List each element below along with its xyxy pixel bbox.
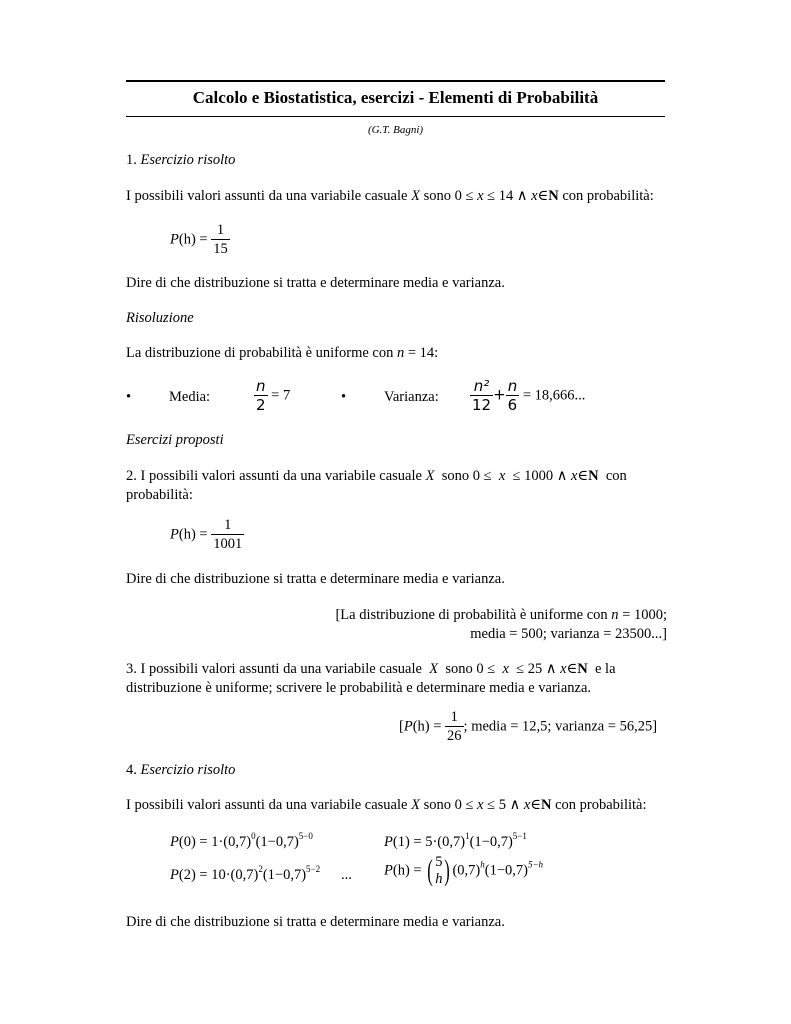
ex4-p1-p: P [384,834,393,850]
ex1-solution-pre: La distribuzione di probabilità è uniforme con [126,345,394,361]
ex4-p2-exp2: 5−2 [306,864,321,874]
ex3-in: ∈ [566,661,578,677]
ex4-post: con probabilità: [555,797,647,813]
ex1-var-den2: 6 [507,396,518,414]
ex4-mid: sono 0 ≤ [423,797,474,813]
ex1-var-num2: n [507,377,518,395]
ex4-ph-p: P [384,862,393,879]
ex1-number: 1. [126,152,137,168]
ex4-heading-text: Esercizio risolto [140,762,236,778]
ex4-set: N [541,797,552,813]
ex1-media-den: 2 [256,396,266,414]
ex4-ph-b: (0,7) [452,862,481,879]
ex2-fraction-num: 1 [224,517,232,533]
ex1-solution-n: n [397,345,405,361]
ex4-binom [435,854,442,888]
ex1-var-den1: 12 [472,396,492,414]
ex4-ellipsis: ... [341,867,352,883]
title-underline [126,116,665,117]
ex4-p1 [384,831,527,851]
ex1-fraction-num: 1 [216,222,225,238]
ex4-p2 [170,864,321,884]
ex3-x2: x [560,661,567,677]
ex4-p2-exp: 2 [258,864,263,874]
ex2-fraction [211,517,244,553]
ex4-p2-p: P [170,867,179,883]
page-title: Calcolo e Biostatistica, esercizi - Elementi di Probabilità [192,88,599,107]
ex2-answer-n: n [611,607,619,623]
ex1-var: X [411,188,420,204]
ex4-binom-top: 5 [435,854,443,870]
ex4-p0-b: (1−0,7) [255,834,299,850]
ex2-line2: probabilità: [126,487,193,503]
ex4-x2: x [523,797,531,813]
ex1-cond2: ∈ [537,188,549,204]
ex4-p2-a: (2) = 10·(0,7) [178,867,259,883]
ex3-fraction-num: 1 [450,709,458,725]
ex4-binom-open: ( [427,854,433,887]
ex3-statement [126,660,667,698]
ex1-x2: x [531,188,538,204]
ex2-answer-line2: media = 500; varianza = 23500...] [470,626,667,642]
ex4-in: ∈ [530,797,541,813]
ex3-var: X [429,661,439,677]
ex3-cond: ≤ 25 ∧ [516,661,557,677]
ex1-media-num: n [256,377,266,395]
ex1-var-eq: = 18,666... [522,387,586,404]
ex3-answer-pre: [ [399,718,404,735]
ex4-p0-a: (0) = 1·(0,7) [178,834,252,850]
ex3-x: x [502,661,509,677]
ex2-pre: 2. I possibili valori assunti da una variabile casuale [126,468,422,484]
ex1-statement-post: con probabilità: [562,188,654,204]
ex2-answer-pre: [La distribuzione di probabilità è uniforme con [335,607,608,623]
author: (G.T. Bagni) [367,124,424,136]
ex3-pre: 3. I possibili valori assunti da una variabile casuale [126,661,422,677]
ex4-binom-close: ) [444,854,451,887]
ex2-answer [126,606,667,644]
ex1-var-frac2 [506,378,520,414]
ex3-post: e la [594,661,616,677]
ex1-bullet-var: • [341,389,347,405]
ex4-var: X [411,797,420,813]
ex2-formula-lhs: P [170,526,179,543]
ex2-statement [126,467,667,505]
ex3-answer [399,709,657,745]
ex1-solution-post: = 14: [407,345,439,361]
ex3-fraction-den: 26 [447,728,462,744]
ex1-formula-arg: (h) = [178,231,208,248]
proposti-label: Esercizi proposti [126,432,224,448]
ex2-x2: x [570,468,578,484]
ex3-line2: distribuzione è uniforme; scrivere le probabilità e determinare media e varianza. [126,680,591,696]
ex4-p2-b: (1−0,7) [262,867,307,883]
ex1-x: x [477,188,484,204]
ex4-p1-a: (1) = 5·(0,7) [392,834,466,850]
ex3-fraction [445,709,464,745]
ex4-p0-exp: 0 [251,831,256,841]
ex2-set: N [588,468,599,484]
ex4-p0-p: P [170,834,179,850]
ex1-statement [126,188,654,205]
ex2-formula-arg: (h) = [178,526,208,543]
ex4-p1-b: (1−0,7) [469,834,513,850]
ex1-statement-pre: I possibili valori assunti da una variabile casuale [126,188,408,204]
ex2-post: con [605,468,627,484]
ex1-fraction [211,222,230,258]
ex4-statement [126,797,647,814]
ex1-var-label: Varianza: [384,389,439,405]
ex2-mid: sono 0 ≤ [441,468,492,484]
ex4-ph [384,854,543,888]
ex1-var-formula [470,378,585,414]
ex4-number: 4. [126,762,137,778]
ex1-media-formula [254,378,290,414]
ex4-p1-exp2: 5−1 [512,831,527,841]
ex4-ph-exp2: 5−h [527,859,544,870]
ex1-media-eq: = 7 [271,387,291,404]
ex1-bullet-media: • [126,389,132,405]
ex4-p0 [170,831,313,851]
ex1-media-frac [254,378,268,414]
ex4-pre: I possibili valori assunti da una variabile casuale [126,797,408,813]
ex4-x: x [477,797,484,813]
ex4-ph-c: (1−0,7) [484,862,528,879]
ex1-media-label: Media: [169,389,211,405]
top-rule [126,80,665,82]
ex1-formula-lhs: P [170,231,179,248]
ex4-p1-exp: 1 [465,831,470,841]
ex1-var-frac1 [470,378,493,414]
ex4-ph-exp: h [480,859,485,870]
ex4-p0-exp2: 5−0 [298,831,313,841]
ex4-heading [126,762,235,779]
ex1-var-plus: + [493,385,506,404]
ex1-question: Dire di che distribuzione si tratta e determinare media e varianza. [126,275,505,291]
ex2-x: x [498,468,506,484]
ex3-set: N [577,661,588,677]
ex4-cond: ≤ 5 ∧ [487,797,521,813]
ex1-set: N [548,188,559,204]
ex4-binom-bot: h [435,871,443,887]
ex3-answer-arg: (h) = [412,718,442,735]
ex1-fraction-den: 15 [213,241,228,257]
ex3-mid: sono 0 ≤ [445,661,496,677]
ex2-formula [170,517,244,553]
ex3-answer-post: ; media = 12,5; varianza = 56,25] [463,718,658,735]
ex3-answer-p: P [403,718,413,735]
ex1-statement-mid: sono 0 ≤ [423,188,474,204]
ex4-ph-a: (h) = [392,862,422,879]
ex1-cond1: ≤ 14 ∧ [487,188,528,204]
ex2-question: Dire di che distribuzione si tratta e determinare media e varianza. [126,571,505,587]
ex2-in: ∈ [577,468,589,484]
ex1-var-num1: n² [473,377,490,395]
ex1-solution-label: Risoluzione [126,310,194,326]
ex4-question: Dire di che distribuzione si tratta e determinare media e varianza. [126,914,505,930]
ex1-heading-text: Esercizio risolto [140,152,236,168]
ex2-cond: ≤ 1000 ∧ [512,468,568,484]
ex1-heading [126,152,235,169]
ex2-fraction-den: 1001 [213,536,243,552]
ex1-solution-text [126,345,438,362]
ex2-var: X [425,468,435,484]
ex1-formula [170,222,230,258]
ex2-answer-post: = 1000; [622,607,667,623]
